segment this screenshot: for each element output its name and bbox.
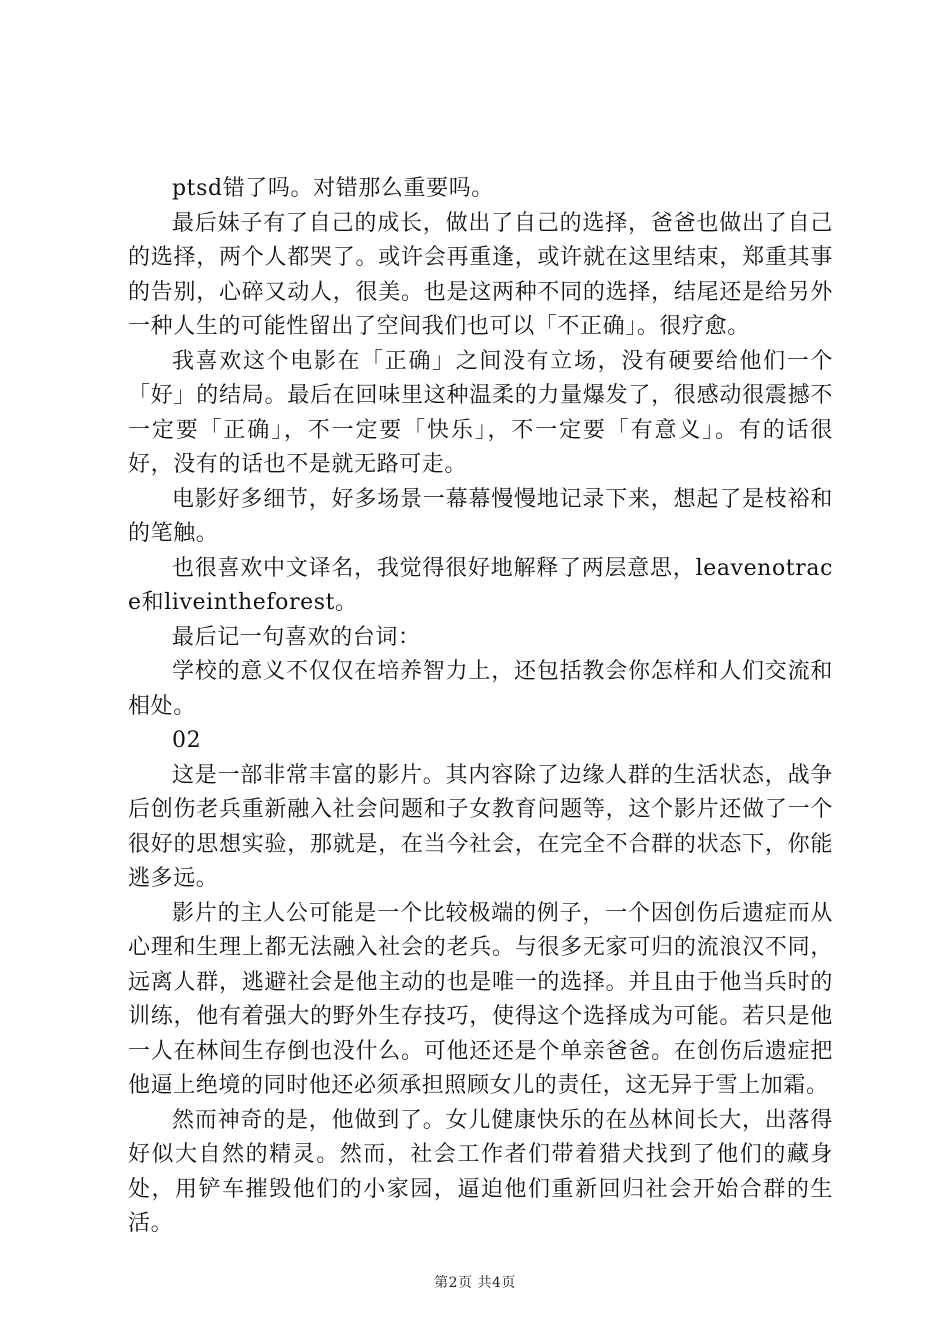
paragraph-6: 最后记一句喜欢的台词： <box>172 624 421 650</box>
paragraph-4: 电影好多细节，好多场景一幕幕慢慢地记录下来，想起了是枝裕和的笔触。 <box>128 486 833 546</box>
paragraph-5: 也很喜欢中文译名，我觉得很好地解释了两层意思，leavenotrace和liveintheforest。 <box>128 555 833 615</box>
paragraph-2: 最后妹子有了自己的成长，做出了自己的选择，爸爸也做出了自己的选择，两个人都哭了。或许会再重逢，或许就在这里结束，郑重其事的告别，心碎又动人，很美。也是这两种不同的选择，结尾还是给另外一种人生的可能性留出了空间我们也可以「不正确」。很疗愈。 <box>128 210 833 339</box>
paragraph-10: 然而神奇的是，他做到了。女儿健康快乐的在丛林间长大，出落得好似大自然的精灵。然而，社会工作者们带着猎犬找到了他们的藏身处，用铲车摧毁他们的小家园，逼迫他们重新回归社会开始合群的生活。 <box>128 1107 833 1236</box>
paragraph-8: 这是一部非常丰富的影片。其内容除了边缘人群的生活状态，战争后创伤老兵重新融入社会问题和子女教育问题等，这个影片还做了一个很好的思想实验，那就是，在当今社会，在完全不合群的状态下，你能逃多远。 <box>128 762 833 891</box>
paragraph-7: 学校的意义不仅仅在培养智力上，还包括教会你怎样和人们交流和相处。 <box>128 659 833 719</box>
paragraph-3: 我喜欢这个电影在「正确」之间没有立场，没有硬要给他们一个「好」的结局。最后在回味里这种温柔的力量爆发了，很感动很震撼不一定要「正确」，不一定要「快乐」，不一定要「有意义」。有的话很好，没有的话也不是就无路可走。 <box>128 348 833 477</box>
paragraph-1: ptsd错了吗。对错那么重要吗。 <box>172 176 494 201</box>
page-footer: 第2页 共4页 <box>434 1275 516 1291</box>
section-number: 02 <box>172 728 202 753</box>
document-body <box>128 172 833 1242</box>
paragraph-9: 影片的主人公可能是一个比较极端的例子，一个因创伤后遗症而从心理和生理上都无法融入社会的老兵。与很多无家可归的流浪汉不同，远离人群，逃避社会是他主动的也是唯一的选择。并且由于他当兵时的训练，他有着强大的野外生存技巧，使得这个选择成为可能。若只是他一人在林间生存倒也没什么。可他还还是个单亲爸爸。在创伤后遗症把他逼上绝境的同时他还必须承担照顾女儿的责任，这无异于雪上加霜。 <box>128 900 833 1098</box>
